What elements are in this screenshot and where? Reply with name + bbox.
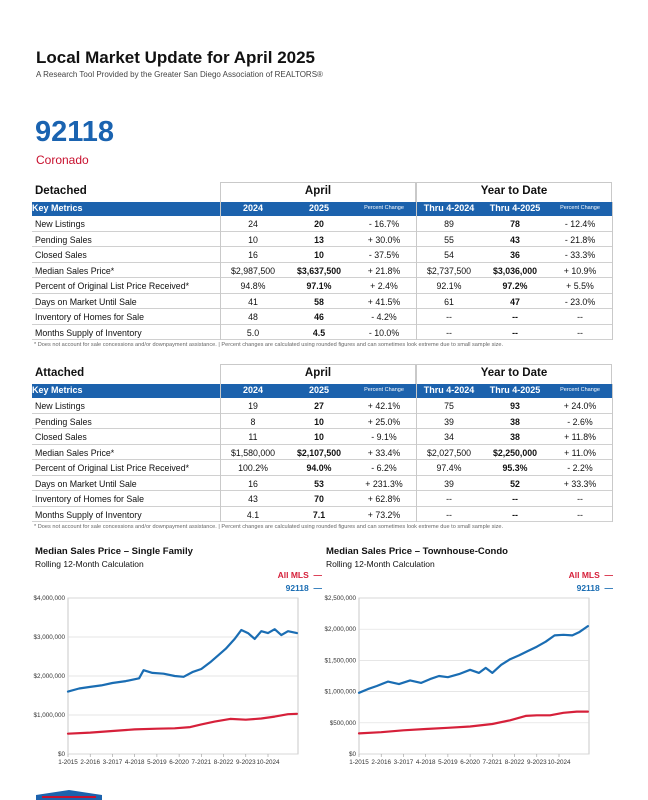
metric-value: 39: [444, 416, 454, 427]
column-header: 2025: [308, 203, 330, 213]
ytd-group-label: Year to Date: [480, 367, 548, 379]
metric-value: + 41.5%: [367, 296, 401, 307]
metric-value: 52: [510, 478, 520, 489]
y-tick-label: $3,000,000: [33, 634, 65, 641]
metric-value: 36: [510, 250, 520, 260]
metric-value: 78: [510, 219, 520, 229]
column-header-bar: [32, 384, 612, 398]
y-tick-label: $2,000,000: [33, 673, 65, 680]
legend-all-mls: All MLS —: [568, 570, 613, 580]
column-header: Percent Change: [560, 205, 600, 211]
y-tick-label: $1,000,000: [33, 712, 65, 719]
column-header: Thru 4-2024: [423, 385, 475, 395]
metric-value: + 21.8%: [367, 265, 401, 276]
table-row: [32, 278, 612, 294]
metric-value: 43: [248, 494, 258, 504]
report-subtitle: A Research Tool Provided by the Greater San Diego Association of REALTORS®: [36, 70, 323, 79]
y-tick-label: $0: [57, 751, 65, 758]
table-group-header: [32, 182, 612, 202]
metric-value: 19: [248, 401, 258, 411]
table-divider: [220, 384, 221, 522]
report-title: Local Market Update for April 2025: [36, 48, 316, 67]
metric-value: 97.1%: [306, 281, 332, 291]
metric-value: --: [512, 312, 518, 322]
y-tick-label: $1,500,000: [324, 657, 356, 665]
x-tick-label: 9-2023: [526, 759, 547, 766]
metric-value: + 2.4%: [370, 281, 398, 291]
chart-subtitle: Rolling 12-Month Calculation: [326, 559, 435, 569]
metric-value: 92.1%: [436, 281, 462, 291]
metric-value: - 2.6%: [567, 416, 593, 427]
attached-footnote: * Does not account for sale concessions and/or downpayment assistance. | Percent changes are calculated using rounded figures and can sometimes look extreme due to small sample size.: [34, 524, 504, 530]
metric-value: --: [577, 494, 583, 504]
metric-value: 55: [444, 234, 454, 245]
table-row: [32, 445, 612, 461]
section-title: Attached: [35, 367, 85, 379]
metric-label: New Listings: [35, 401, 85, 411]
area-name: Coronado: [36, 153, 89, 167]
x-tick-label: 7-2021: [191, 759, 212, 766]
table-row: [32, 429, 612, 445]
metric-value: - 9.1%: [371, 432, 397, 442]
metric-value: 11: [248, 432, 258, 442]
metric-value: 10: [314, 250, 324, 260]
metric-value: 13: [314, 234, 324, 245]
metric-value: + 11.8%: [564, 432, 596, 442]
metric-value: 38: [510, 416, 520, 427]
table-row: [32, 398, 612, 414]
metric-value: $2,027,500: [426, 447, 472, 458]
metric-value: - 33.3%: [564, 250, 596, 260]
metric-label: Days on Market Until Sale: [35, 296, 137, 307]
x-tick-label: 1-2015: [349, 759, 369, 766]
metric-value: + 25.0%: [367, 416, 401, 427]
attached-metrics-table: [32, 364, 612, 522]
column-header: Percent Change: [560, 387, 600, 393]
chart-canvas: [325, 546, 615, 776]
metric-value: --: [446, 327, 452, 338]
column-header-bar: [32, 202, 612, 216]
metric-value: - 37.5%: [368, 250, 400, 260]
table-row: [32, 491, 612, 507]
metric-label: Median Sales Price*: [35, 265, 115, 276]
table-divider: [220, 202, 221, 340]
y-tick-label: $0: [348, 751, 356, 758]
metric-value: 54: [444, 250, 454, 260]
metric-value: 94.0%: [306, 463, 332, 473]
chart-subtitle: Rolling 12-Month Calculation: [35, 559, 144, 569]
metric-value: 75: [444, 401, 454, 411]
metric-value: 100.2%: [238, 463, 268, 473]
section-title: Detached: [35, 185, 87, 197]
metric-value: $2,250,000: [492, 447, 538, 458]
metric-value: + 231.3%: [365, 478, 403, 489]
x-tick-label: 10-2024: [547, 759, 571, 766]
metric-value: 58: [314, 296, 324, 307]
table-divider: [612, 202, 613, 340]
metric-value: + 5.5%: [566, 281, 594, 291]
metric-value: 53: [314, 478, 324, 489]
metric-label: Closed Sales: [35, 432, 87, 442]
metric-value: 95.3%: [502, 463, 528, 473]
metric-value: - 10.0%: [368, 327, 400, 338]
column-header: 2024: [242, 385, 264, 395]
metric-value: 47: [510, 296, 520, 307]
metric-value: + 42.1%: [367, 401, 401, 411]
metric-value: - 6.2%: [371, 463, 397, 473]
column-header: Key Metrics: [32, 203, 83, 213]
metric-value: $2,737,500: [426, 265, 472, 276]
table-row: [32, 232, 612, 248]
y-tick-label: $2,500,000: [324, 595, 356, 602]
x-tick-label: 3-2017: [102, 759, 123, 766]
x-tick-label: 1-2015: [58, 759, 78, 766]
column-header: Thru 4-2025: [489, 203, 541, 213]
x-tick-label: 8-2022: [504, 759, 525, 766]
table-row: [32, 414, 612, 430]
metric-value: --: [512, 494, 518, 504]
metric-value: 70: [314, 494, 324, 504]
table-group-header: [32, 364, 612, 384]
table-row: [32, 294, 612, 310]
metric-value: $2,987,500: [230, 265, 276, 276]
series-line-92118: [68, 629, 297, 691]
metric-value: --: [512, 327, 518, 338]
y-tick-label: $1,000,000: [324, 688, 356, 696]
column-header: 2025: [308, 385, 330, 395]
column-header: Key Metrics: [32, 385, 83, 395]
table-row: [32, 476, 612, 492]
table-divider: [612, 384, 613, 522]
metric-value: + 62.8%: [367, 494, 401, 504]
column-header: 2024: [242, 203, 264, 213]
metric-label: Months Supply of Inventory: [35, 509, 142, 520]
detached-metrics-table: [32, 182, 612, 340]
metric-value: 16: [248, 250, 258, 260]
metric-label: Closed Sales: [35, 250, 87, 260]
metric-label: Percent of Original List Price Received*: [35, 463, 190, 473]
metric-value: --: [512, 509, 518, 520]
metric-value: 48: [248, 312, 258, 322]
metric-value: --: [577, 509, 583, 520]
table-row: [32, 216, 612, 232]
metric-label: New Listings: [35, 219, 85, 229]
table-row: [32, 325, 612, 341]
metric-value: 10: [314, 432, 324, 442]
metric-value: - 21.8%: [564, 234, 596, 245]
metric-label: Percent of Original List Price Received*: [35, 281, 190, 291]
ytd-group-label: Year to Date: [480, 185, 548, 197]
x-tick-label: 2-2016: [371, 759, 392, 766]
zip-code: 92118: [35, 116, 115, 148]
metric-value: $2,107,500: [296, 447, 342, 458]
metric-value: + 24.0%: [563, 401, 597, 411]
column-header: Percent Change: [364, 387, 404, 393]
metric-value: 97.2%: [502, 281, 528, 291]
metric-label: Inventory of Homes for Sale: [35, 494, 145, 504]
metric-value: 16: [248, 478, 258, 489]
column-header: Thru 4-2024: [423, 203, 475, 213]
metric-value: $3,637,500: [296, 265, 342, 276]
metric-value: 34: [444, 432, 454, 442]
table-row: [32, 247, 612, 263]
metric-value: 39: [444, 478, 454, 489]
chart-title: Median Sales Price – Single Family: [35, 546, 193, 557]
metric-value: + 10.9%: [563, 265, 597, 276]
x-tick-label: 2-2016: [80, 759, 101, 766]
legend-all-mls: All MLS —: [277, 570, 322, 580]
x-tick-label: 4-2018: [415, 759, 436, 766]
x-tick-label: 5-2019: [438, 759, 458, 766]
legend-92118: 92118 —: [576, 583, 613, 593]
metric-value: 43: [510, 234, 520, 245]
x-tick-label: 5-2019: [147, 759, 167, 766]
metric-value: 4.5: [312, 327, 326, 338]
metric-label: Inventory of Homes for Sale: [35, 312, 145, 322]
metric-value: 61: [444, 296, 454, 307]
metric-value: 7.1: [312, 509, 326, 520]
table-row: [32, 507, 612, 523]
legend-92118: 92118 —: [285, 583, 322, 593]
y-tick-label: $2,000,000: [324, 626, 356, 634]
april-group-label: April: [304, 185, 332, 197]
metric-value: 4.1: [246, 509, 260, 520]
table-divider: [416, 202, 417, 340]
metric-value: --: [577, 312, 583, 322]
y-tick-label: $500,000: [329, 719, 356, 727]
metric-label: Months Supply of Inventory: [35, 327, 142, 338]
y-tick-label: $4,000,000: [33, 595, 65, 602]
detached-footnote: * Does not account for sale concessions and/or downpayment assistance. | Percent changes are calculated using rounded figures and can sometimes look extreme due to small sample size.: [34, 342, 504, 348]
metric-value: 89: [444, 219, 454, 229]
x-tick-label: 6-2020: [169, 759, 189, 766]
metric-label: Pending Sales: [35, 234, 92, 245]
metric-value: + 30.0%: [367, 234, 401, 245]
x-tick-label: 10-2024: [256, 759, 280, 766]
column-header: Percent Change: [364, 205, 404, 211]
metric-value: $3,036,000: [492, 265, 538, 276]
april-group-label: April: [304, 367, 332, 379]
metric-value: 10: [248, 234, 258, 245]
metric-value: - 23.0%: [564, 296, 596, 307]
table-row: [32, 263, 612, 279]
series-line-92118: [359, 626, 588, 693]
metric-value: $1,580,000: [230, 447, 276, 458]
metric-value: 38: [510, 432, 520, 442]
table-divider: [416, 384, 417, 522]
metric-value: --: [446, 312, 452, 322]
chart-canvas: [34, 546, 324, 776]
metric-value: + 11.0%: [564, 447, 596, 458]
metric-label: Days on Market Until Sale: [35, 478, 137, 489]
metric-value: 20: [314, 219, 324, 229]
metric-value: - 2.2%: [567, 463, 593, 473]
metric-value: 41: [248, 296, 258, 307]
metric-label: Pending Sales: [35, 416, 92, 427]
metric-value: - 4.2%: [371, 312, 397, 322]
metric-value: --: [446, 494, 452, 504]
metric-value: 8: [250, 416, 256, 427]
metric-value: 94.8%: [240, 281, 266, 291]
metric-value: 24: [248, 219, 258, 229]
metric-value: 5.0: [246, 327, 260, 338]
x-tick-label: 9-2023: [235, 759, 256, 766]
townhouse-condo-price-chart: [325, 546, 615, 776]
x-tick-label: 7-2021: [482, 759, 503, 766]
metric-value: 46: [314, 312, 324, 322]
x-tick-label: 8-2022: [213, 759, 234, 766]
x-tick-label: 4-2018: [124, 759, 145, 766]
column-header: Thru 4-2025: [489, 385, 541, 395]
x-tick-label: 3-2017: [393, 759, 414, 766]
association-logo: [34, 788, 104, 800]
single-family-price-chart: [34, 546, 324, 776]
metric-value: - 16.7%: [368, 219, 400, 229]
metric-value: + 33.4%: [367, 447, 401, 458]
metric-label: Median Sales Price*: [35, 447, 115, 458]
metric-value: + 33.3%: [563, 478, 597, 489]
series-line-all-mls: [68, 714, 297, 734]
metric-value: --: [446, 509, 452, 520]
metric-value: 10: [314, 416, 324, 427]
metric-value: + 73.2%: [367, 509, 401, 520]
table-row: [32, 460, 612, 476]
x-tick-label: 6-2020: [460, 759, 480, 766]
metric-value: 27: [314, 401, 324, 411]
chart-title: Median Sales Price – Townhouse-Condo: [326, 546, 508, 557]
table-row: [32, 309, 612, 325]
metric-value: --: [577, 327, 583, 338]
metric-value: 93: [510, 401, 520, 411]
metric-value: 97.4%: [436, 463, 462, 473]
metric-value: - 12.4%: [564, 219, 596, 229]
